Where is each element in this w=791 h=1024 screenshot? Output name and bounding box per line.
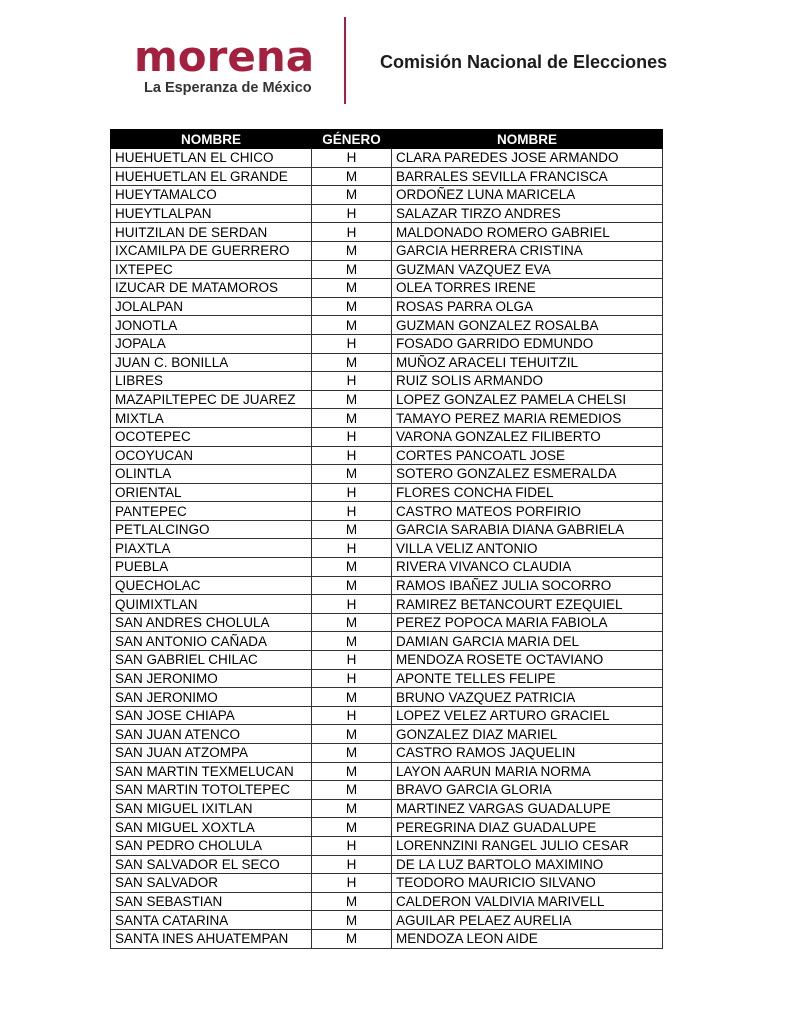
table-row xyxy=(111,781,663,800)
gender-cell: H xyxy=(312,204,392,223)
commission-title: Comisión Nacional de Elecciones xyxy=(380,52,668,72)
gender-cell: H xyxy=(312,427,392,446)
table-row xyxy=(111,892,663,911)
candidate-cell: TAMAYO PEREZ MARIA REMEDIOS xyxy=(392,409,663,428)
municipality-cell: JOLALPAN xyxy=(111,297,312,316)
table-row xyxy=(111,818,663,837)
gender-cell: M xyxy=(312,409,392,428)
table-row xyxy=(111,762,663,781)
municipality-cell: PIAXTLA xyxy=(111,539,312,558)
municipality-cell: SAN SALVADOR xyxy=(111,874,312,893)
candidate-cell: MENDOZA ROSETE OCTAVIANO xyxy=(392,651,663,670)
gender-cell: H xyxy=(312,539,392,558)
municipality-cell: SAN GABRIEL CHILAC xyxy=(111,651,312,670)
gender-cell: M xyxy=(312,929,392,948)
municipality-cell: SAN PEDRO CHOLULA xyxy=(111,836,312,855)
column-header-candidate: NOMBRE xyxy=(392,130,663,149)
morena-logo xyxy=(134,32,315,96)
candidate-cell: CALDERON VALDIVIA MARIVELL xyxy=(392,892,663,911)
candidate-cell: GARCIA SARABIA DIANA GABRIELA xyxy=(392,520,663,539)
gender-cell: H xyxy=(312,483,392,502)
candidate-cell: DAMIAN GARCIA MARIA DEL xyxy=(392,632,663,651)
table-row xyxy=(111,186,663,205)
gender-cell: H xyxy=(312,372,392,391)
candidate-cell: BRUNO VAZQUEZ PATRICIA xyxy=(392,688,663,707)
brand-name: morena xyxy=(134,32,315,81)
municipality-cell: HUEHUETLAN EL GRANDE xyxy=(111,167,312,186)
candidate-cell: LAYON AARUN MARIA NORMA xyxy=(392,762,663,781)
gender-cell: M xyxy=(312,781,392,800)
header-divider xyxy=(344,17,346,104)
candidate-cell: CORTES PANCOATL JOSE xyxy=(392,446,663,465)
municipality-cell: OCOTEPEC xyxy=(111,427,312,446)
candidate-cell: GONZALEZ DIAZ MARIEL xyxy=(392,725,663,744)
municipality-cell: SAN ANDRES CHOLULA xyxy=(111,613,312,632)
municipality-cell: JOPALA xyxy=(111,334,312,353)
table-row xyxy=(111,613,663,632)
table-row xyxy=(111,855,663,874)
table-row xyxy=(111,911,663,930)
candidate-cell: CASTRO RAMOS JAQUELIN xyxy=(392,744,663,763)
table-row xyxy=(111,632,663,651)
candidate-cell: GUZMAN VAZQUEZ EVA xyxy=(392,260,663,279)
municipality-cell: HUEYTAMALCO xyxy=(111,186,312,205)
table-row xyxy=(111,353,663,372)
table-row xyxy=(111,427,663,446)
table-row xyxy=(111,651,663,670)
municipality-cell: SAN MIGUEL IXITLAN xyxy=(111,799,312,818)
candidate-cell: OLEA TORRES IRENE xyxy=(392,279,663,298)
table-row xyxy=(111,539,663,558)
candidate-cell: LOPEZ GONZALEZ PAMELA CHELSI xyxy=(392,390,663,409)
gender-cell: M xyxy=(312,818,392,837)
candidate-cell: BRAVO GARCIA GLORIA xyxy=(392,781,663,800)
gender-cell: M xyxy=(312,186,392,205)
candidate-cell: LORENNZINI RANGEL JULIO CESAR xyxy=(392,836,663,855)
municipality-cell: SAN MARTIN TOTOLTEPEC xyxy=(111,781,312,800)
gender-cell: H xyxy=(312,669,392,688)
table-row xyxy=(111,465,663,484)
gender-cell: H xyxy=(312,502,392,521)
candidates-table xyxy=(110,129,663,949)
gender-cell: M xyxy=(312,911,392,930)
gender-cell: M xyxy=(312,390,392,409)
table-row xyxy=(111,446,663,465)
candidate-cell: MENDOZA LEON AIDE xyxy=(392,929,663,948)
table-row xyxy=(111,279,663,298)
table-row xyxy=(111,390,663,409)
gender-cell: M xyxy=(312,316,392,335)
candidate-cell: ORDOÑEZ LUNA MARICELA xyxy=(392,186,663,205)
municipality-cell: HUITZILAN DE SERDAN xyxy=(111,223,312,242)
gender-cell: H xyxy=(312,334,392,353)
candidate-cell: GUZMAN GONZALEZ ROSALBA xyxy=(392,316,663,335)
municipality-cell: MIXTLA xyxy=(111,409,312,428)
table-row xyxy=(111,316,663,335)
gender-cell: H xyxy=(312,855,392,874)
table-row xyxy=(111,929,663,948)
table-row xyxy=(111,725,663,744)
candidate-cell: CASTRO MATEOS PORFIRIO xyxy=(392,502,663,521)
table-row xyxy=(111,576,663,595)
candidate-cell: TEODORO MAURICIO SILVANO xyxy=(392,874,663,893)
gender-cell: M xyxy=(312,558,392,577)
gender-cell: M xyxy=(312,353,392,372)
municipality-cell: MAZAPILTEPEC DE JUAREZ xyxy=(111,390,312,409)
candidate-cell: AGUILAR PELAEZ AURELIA xyxy=(392,911,663,930)
gender-cell: H xyxy=(312,595,392,614)
table-row xyxy=(111,223,663,242)
table-row xyxy=(111,669,663,688)
table-row xyxy=(111,167,663,186)
table-row xyxy=(111,520,663,539)
gender-cell: M xyxy=(312,688,392,707)
table-row xyxy=(111,874,663,893)
gender-cell: H xyxy=(312,836,392,855)
table-row xyxy=(111,706,663,725)
municipality-cell: SANTA CATARINA xyxy=(111,911,312,930)
municipality-cell: SAN SEBASTIAN xyxy=(111,892,312,911)
municipality-cell: SAN JERONIMO xyxy=(111,669,312,688)
municipality-cell: OLINTLA xyxy=(111,465,312,484)
municipality-cell: SAN MARTIN TEXMELUCAN xyxy=(111,762,312,781)
municipality-cell: SANTA INES AHUATEMPAN xyxy=(111,929,312,948)
table-row xyxy=(111,799,663,818)
candidate-cell: CLARA PAREDES JOSE ARMANDO xyxy=(392,149,663,168)
municipality-cell: IXTEPEC xyxy=(111,260,312,279)
municipality-cell: QUECHOLAC xyxy=(111,576,312,595)
gender-cell: M xyxy=(312,892,392,911)
candidate-cell: MUÑOZ ARACELI TEHUITZIL xyxy=(392,353,663,372)
table-row xyxy=(111,558,663,577)
municipality-cell: PANTEPEC xyxy=(111,502,312,521)
gender-cell: M xyxy=(312,241,392,260)
table-row xyxy=(111,241,663,260)
table-row xyxy=(111,836,663,855)
table-row xyxy=(111,297,663,316)
table-row xyxy=(111,260,663,279)
gender-cell: M xyxy=(312,799,392,818)
gender-cell: M xyxy=(312,725,392,744)
gender-cell: H xyxy=(312,446,392,465)
gender-cell: M xyxy=(312,613,392,632)
candidate-cell: VILLA VELIZ ANTONIO xyxy=(392,539,663,558)
table-row xyxy=(111,483,663,502)
table-row xyxy=(111,502,663,521)
gender-cell: M xyxy=(312,576,392,595)
table-row xyxy=(111,595,663,614)
document-header xyxy=(0,0,791,110)
candidate-cell: GARCIA HERRERA CRISTINA xyxy=(392,241,663,260)
brand-tagline: La Esperanza de México xyxy=(144,80,312,96)
gender-cell: M xyxy=(312,260,392,279)
municipality-cell: SAN JUAN ATENCO xyxy=(111,725,312,744)
table-row xyxy=(111,688,663,707)
candidate-cell: MARTINEZ VARGAS GUADALUPE xyxy=(392,799,663,818)
table-body xyxy=(111,149,663,949)
candidate-cell: FLORES CONCHA FIDEL xyxy=(392,483,663,502)
candidate-cell: MALDONADO ROMERO GABRIEL xyxy=(392,223,663,242)
candidate-cell: BARRALES SEVILLA FRANCISCA xyxy=(392,167,663,186)
candidate-cell: RIVERA VIVANCO CLAUDIA xyxy=(392,558,663,577)
municipality-cell: JUAN C. BONILLA xyxy=(111,353,312,372)
gender-cell: M xyxy=(312,167,392,186)
candidate-cell: APONTE TELLES FELIPE xyxy=(392,669,663,688)
table-row xyxy=(111,334,663,353)
gender-cell: H xyxy=(312,223,392,242)
gender-cell: H xyxy=(312,149,392,168)
municipality-cell: SAN MIGUEL XOXTLA xyxy=(111,818,312,837)
municipality-cell: JONOTLA xyxy=(111,316,312,335)
municipality-cell: SAN JUAN ATZOMPA xyxy=(111,744,312,763)
municipality-cell: HUEHUETLAN EL CHICO xyxy=(111,149,312,168)
candidate-cell: SOTERO GONZALEZ ESMERALDA xyxy=(392,465,663,484)
gender-cell: M xyxy=(312,465,392,484)
gender-cell: M xyxy=(312,279,392,298)
column-header-municipality: NOMBRE xyxy=(111,130,312,149)
municipality-cell: SAN ANTONIO CAÑADA xyxy=(111,632,312,651)
candidate-cell: VARONA GONZALEZ FILIBERTO xyxy=(392,427,663,446)
municipality-cell: PETLALCINGO xyxy=(111,520,312,539)
gender-cell: H xyxy=(312,874,392,893)
candidate-cell: SALAZAR TIRZO ANDRES xyxy=(392,204,663,223)
municipality-cell: OCOYUCAN xyxy=(111,446,312,465)
gender-cell: H xyxy=(312,651,392,670)
municipality-cell: PUEBLA xyxy=(111,558,312,577)
gender-cell: M xyxy=(312,744,392,763)
table-row xyxy=(111,149,663,168)
candidate-cell: PEREZ POPOCA MARIA FABIOLA xyxy=(392,613,663,632)
column-header-gender: GÉNERO xyxy=(312,130,392,149)
gender-cell: H xyxy=(312,706,392,725)
table-row xyxy=(111,409,663,428)
candidate-cell: PEREGRINA DIAZ GUADALUPE xyxy=(392,818,663,837)
municipality-cell: SAN JERONIMO xyxy=(111,688,312,707)
municipality-cell: IZUCAR DE MATAMOROS xyxy=(111,279,312,298)
municipality-cell: LIBRES xyxy=(111,372,312,391)
candidate-cell: DE LA LUZ BARTOLO MAXIMINO xyxy=(392,855,663,874)
gender-cell: M xyxy=(312,762,392,781)
gender-cell: M xyxy=(312,297,392,316)
municipality-cell: SAN JOSE CHIAPA xyxy=(111,706,312,725)
municipality-cell: IXCAMILPA DE GUERRERO xyxy=(111,241,312,260)
table-header xyxy=(111,130,663,149)
municipality-cell: HUEYTLALPAN xyxy=(111,204,312,223)
candidate-cell: RAMIREZ BETANCOURT EZEQUIEL xyxy=(392,595,663,614)
municipality-cell: SAN SALVADOR EL SECO xyxy=(111,855,312,874)
candidate-cell: RUIZ SOLIS ARMANDO xyxy=(392,372,663,391)
candidate-cell: FOSADO GARRIDO EDMUNDO xyxy=(392,334,663,353)
table-row xyxy=(111,744,663,763)
table-row xyxy=(111,372,663,391)
municipality-cell: QUIMIXTLAN xyxy=(111,595,312,614)
candidate-cell: LOPEZ VELEZ ARTURO GRACIEL xyxy=(392,706,663,725)
table-row xyxy=(111,204,663,223)
gender-cell: M xyxy=(312,632,392,651)
municipality-cell: ORIENTAL xyxy=(111,483,312,502)
gender-cell: M xyxy=(312,520,392,539)
candidate-cell: RAMOS IBAÑEZ JULIA SOCORRO xyxy=(392,576,663,595)
candidate-cell: ROSAS PARRA OLGA xyxy=(392,297,663,316)
